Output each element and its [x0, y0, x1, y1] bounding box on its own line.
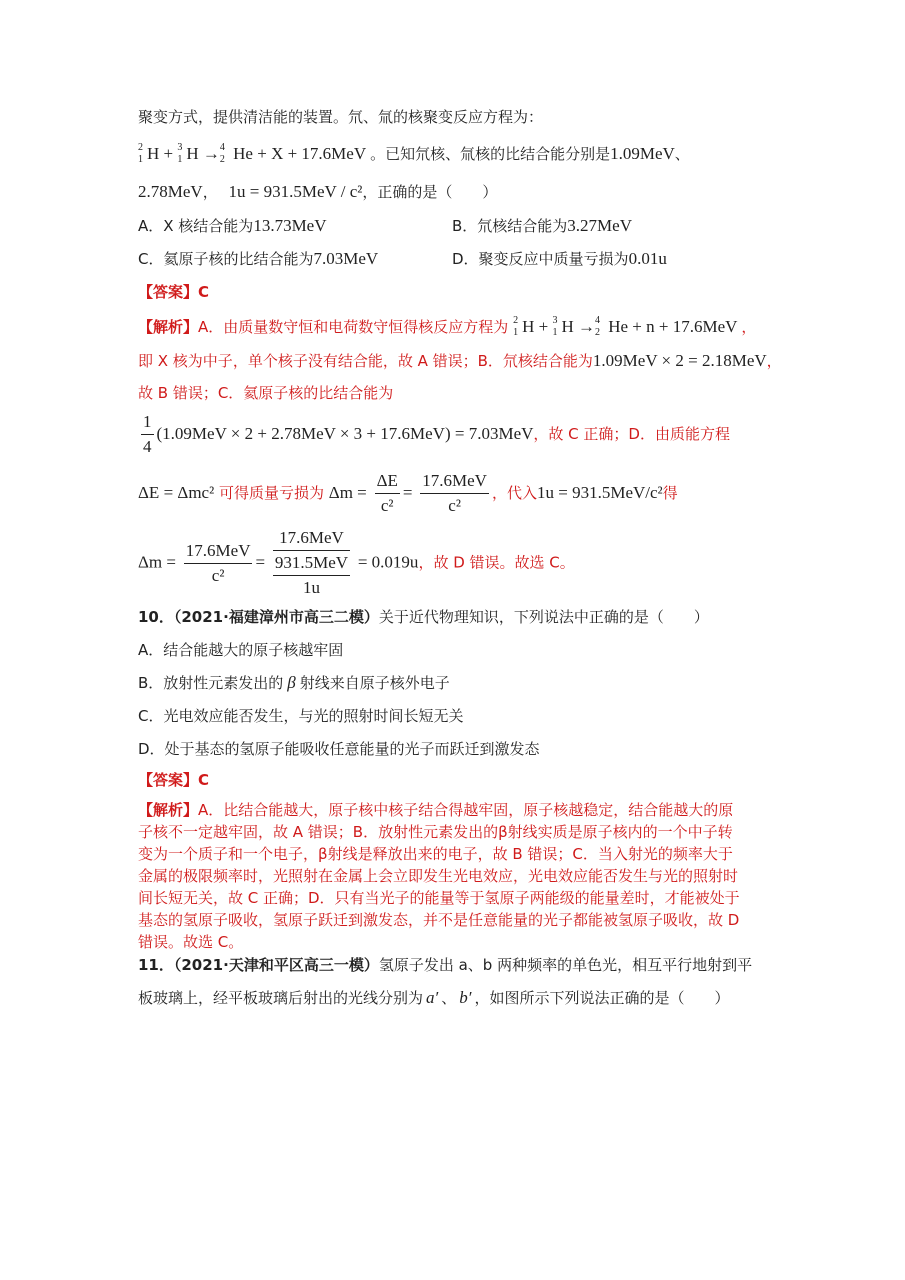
q9-explanation-line3: 故 B 错误；C．氦原子核的比结合能为	[138, 384, 394, 402]
q10-option-b: B．放射性元素发出的 β 射线来自原子核外电子	[138, 673, 450, 692]
q9-explanation-line6: Δm = $\frac{\text{17.6MeV}}{\text{c²}}$ = $\frac{\text{17.6MeV}}{\frac{\text{931.5MeV}}{1u}}$ = 0.019u，故 D 错误。故选 C。	[138, 528, 575, 597]
q9-option-b: B．氘核结合能为3.27MeV	[452, 216, 632, 235]
q10-stem: 10．（2021·福建漳州市高三二模）关于近代物理知识，下列说法中正确的是（ ）	[138, 608, 709, 626]
q9-explanation-line1: 【解析】A．由质量数守恒和电荷数守恒得核反应方程为 2 1 H + 3 1 H → 4 2 He + n + 17.6MeV ，	[138, 315, 757, 339]
q9-condition-line: 2.78MeV， 1u = 931.5MeV / c²，正确的是（ ）	[138, 182, 498, 201]
q9-equation-line: 2 1 H + 3 1 H → 4 2 He + X + 17.6MeV 。已知氘核、氚核的比结合能分别是1.09MeV、	[138, 142, 690, 166]
q9-answer: 【答案】C	[138, 283, 210, 301]
q9-intro: 聚变方式，提供清洁能的装置。氘、氚的核聚变反应方程为：	[138, 108, 544, 126]
q11-stem-line2: 板玻璃上，经平板玻璃后射出的光线分别为 a′ 、 b′ ，如图所示下列说法正确的是（ ）	[138, 988, 730, 1007]
fusion-equation: 2 1 H + 3 1 H → 4 2 He + X + 17.6MeV	[138, 142, 366, 166]
q10-answer: 【答案】C	[138, 771, 210, 789]
q9-option-d: D．聚变反应中质量亏损为0.01u	[452, 249, 667, 268]
q9-explanation-line4: $\frac{1}{4}$ (1.09MeV × 2 + 2.78MeV × 3 + 17.6MeV) = 7.03MeV，故 C 正确；D．由质能方程	[143, 412, 730, 456]
q9-explanation-line5: ΔE = Δmc² 可得质量亏损为 Δm = $\frac{\Delta E}{\text{c²}}$ = $\frac{\text{17.6MeV}}{\text{c²}}$ ，代入1u = 931.5MeV/c²得	[138, 471, 678, 515]
q10-option-d: D．处于基态的氢原子能吸收任意能量的光子而跃迁到激发态	[138, 740, 540, 758]
q9-explanation-line2: 即 X 核为中子，单个核子没有结合能，故 A 错误；B．氘核结合能为1.09MeV × 2 = 2.18MeV，	[138, 351, 782, 370]
q9-option-c: C．氦原子核的比结合能为7.03MeV	[138, 249, 379, 268]
q10-explanation-line1: 【解析】A．比结合能越大，原子核中核子结合得越牢固，原子核越稳定，结合能越大的原	[138, 801, 734, 819]
q10-option-a: A．结合能越大的原子核越牢固	[138, 641, 344, 659]
q11-stem-line1: 11．（2021·天津和平区高三一模）氢原子发出 a、b 两种频率的单色光，相互平行地射到平	[138, 956, 753, 974]
q10-explanation-line7: 错误。故选 C。	[138, 933, 244, 951]
q10-option-c: C．光电效应能否发生，与光的照射时间长短无关	[138, 707, 464, 725]
q10-explanation-line2: 子核不一定越牢固，故 A 错误；B．放射性元素发出的β射线实质是原子核内的一个中子转	[138, 823, 733, 841]
q10-explanation-line3: 变为一个质子和一个电子，β射线是释放出来的电子，故 B 错误；C．当入射光的频率大于	[138, 845, 733, 863]
q10-explanation-line6: 基态的氢原子吸收，氢原子跃迁到激发态，并不是任意能量的光子都能被氢原子吸收，故 D	[138, 911, 740, 929]
q10-explanation-line4: 金属的极限频率时，光照射在金属上会立即发生光电效应，光电效应能否发生与光的照射时	[138, 867, 739, 885]
q9-option-a: A．X 核结合能为13.73MeV	[138, 216, 327, 235]
q10-explanation-line5: 间长短无关，故 C 正确；D．只有当光子的能量等于氢原子两能级的能量差时，才能被处于	[138, 889, 740, 907]
